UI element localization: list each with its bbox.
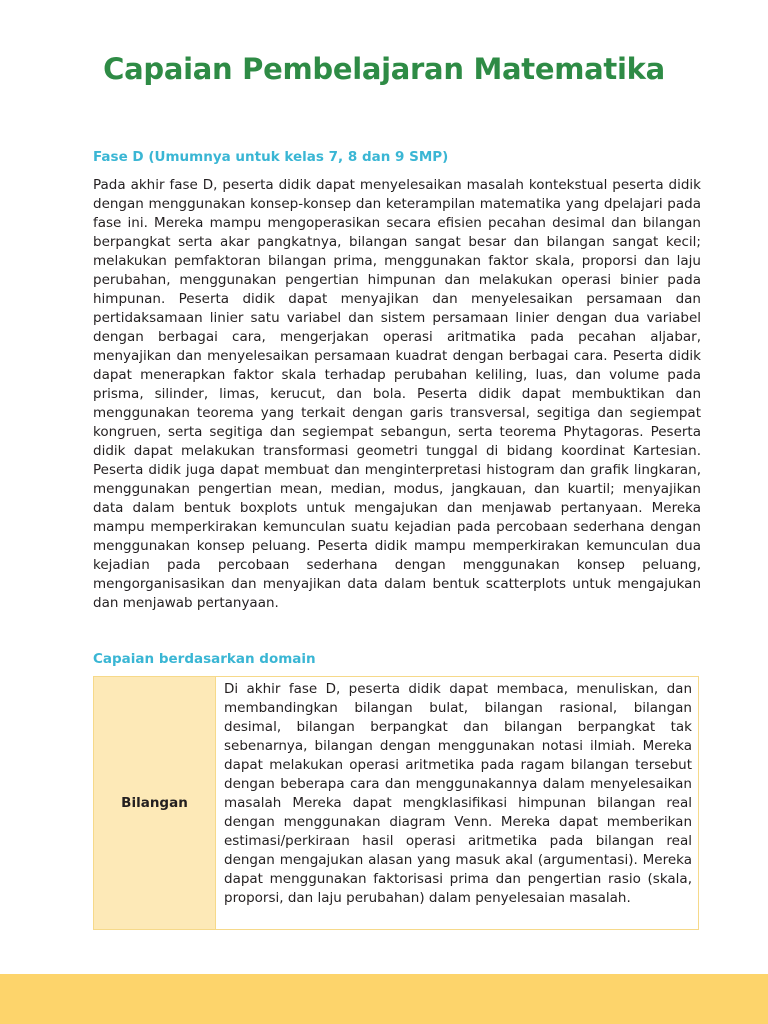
fase-body-paragraph: Pada akhir fase D, peserta didik dapat menyelesaikan masalah kontekstual peserta didik dengan menggunakan konsep-konsep dan keterampilan matematika yang dpelajari pada fase ini. Mereka mampu mengoperasikan secara efisien pecahan desimal dan bilangan berpangkat serta akar pangkatnya, bilangan sangat besar dan bilangan sangat kecil; melakukan pemfaktoran bilangan prima, menggunakan faktor skala, proporsi dan laju perubahan, menggunakan pengertian himpunan dan melakukan operasi binier pada himpunan. Peserta didik dapat menyajikan dan menyelesaikan persamaan dan pertidaksamaan linier satu variabel dan sistem persamaan linier dengan dua variabel dengan berbagai cara, mengerjakan operasi aritmatika pada pecahan aljabar, menyajikan dan menyelesaikan persamaan kuadrat dengan berbagai cara. Peserta didik dapat menerapkan faktor skala terhadap perubahan keliling, luas, dan volume pada prisma, silinder, limas, kerucut, dan bola. Peserta didik dapat membuktikan dan menggunakan teorema yang terkait dengan garis transversal, segitiga dan segiempat kongruen, serta segitiga dan segiempat sebangun, serta teorema Phytagoras. Peserta didik dapat melakukan transformasi geometri tunggal di bidang koordinat Kartesian. Peserta didik juga dapat membuat dan menginterpretasi histogram dan grafik lingkaran, menggunakan pengertian mean, median, modus, jangkauan, dan kuartil; menyajikan data dalam bentuk boxplots untuk mengajukan dan menjawab pertanyaan. Mereka mampu memperkirakan kemunculan suatu kejadian pada percobaan sederhana dengan menggunakan konsep peluang. Peserta didik mampu memperkirakan kemunculan dua kejadian pada percobaan sederhana dengan menggunakan konsep peluang, mengorganisasikan dan menyajikan data dalam bentuk scatterplots untuk mengajukan dan menjawab pertanyaan. bbox=[93, 177, 701, 611]
domain-table bbox=[93, 676, 699, 930]
page-title: Capaian Pembelajaran Matematika bbox=[103, 52, 665, 86]
footer-band bbox=[0, 974, 768, 1024]
fase-heading: Fase D (Umumnya untuk kelas 7, 8 dan 9 SMP) bbox=[93, 149, 449, 165]
domain-heading: Capaian berdasarkan domain bbox=[93, 651, 316, 667]
domain-name-cell: Bilangan bbox=[94, 677, 216, 929]
domain-description-cell: Di akhir fase D, peserta didik dapat membaca, menuliskan, dan membandingkan bilangan bulat, bilangan rasional, bilangan desimal, bilangan berpangkat dan bilangan berpangkat tak sebenarnya, bilangan dengan menggunakan notasi ilmiah. Mereka dapat melakukan operasi aritmetika pada ragam bilangan tersebut dengan beberapa cara dan menggunakannya dalam menyelesaikan masalah Mereka dapat mengklasifikasi himpunan bilangan real dengan menggunakan diagram Venn. Mereka dapat memberikan estimasi/perkiraan hasil operasi aritmetika pada bilangan real dengan mengajukan alasan yang masuk akal (argumentasi). Mereka dapat menggunakan faktorisasi prima dan pengertian rasio (skala, proporsi, dan laju perubahan) dalam penyelesaian masalah. bbox=[224, 681, 692, 906]
